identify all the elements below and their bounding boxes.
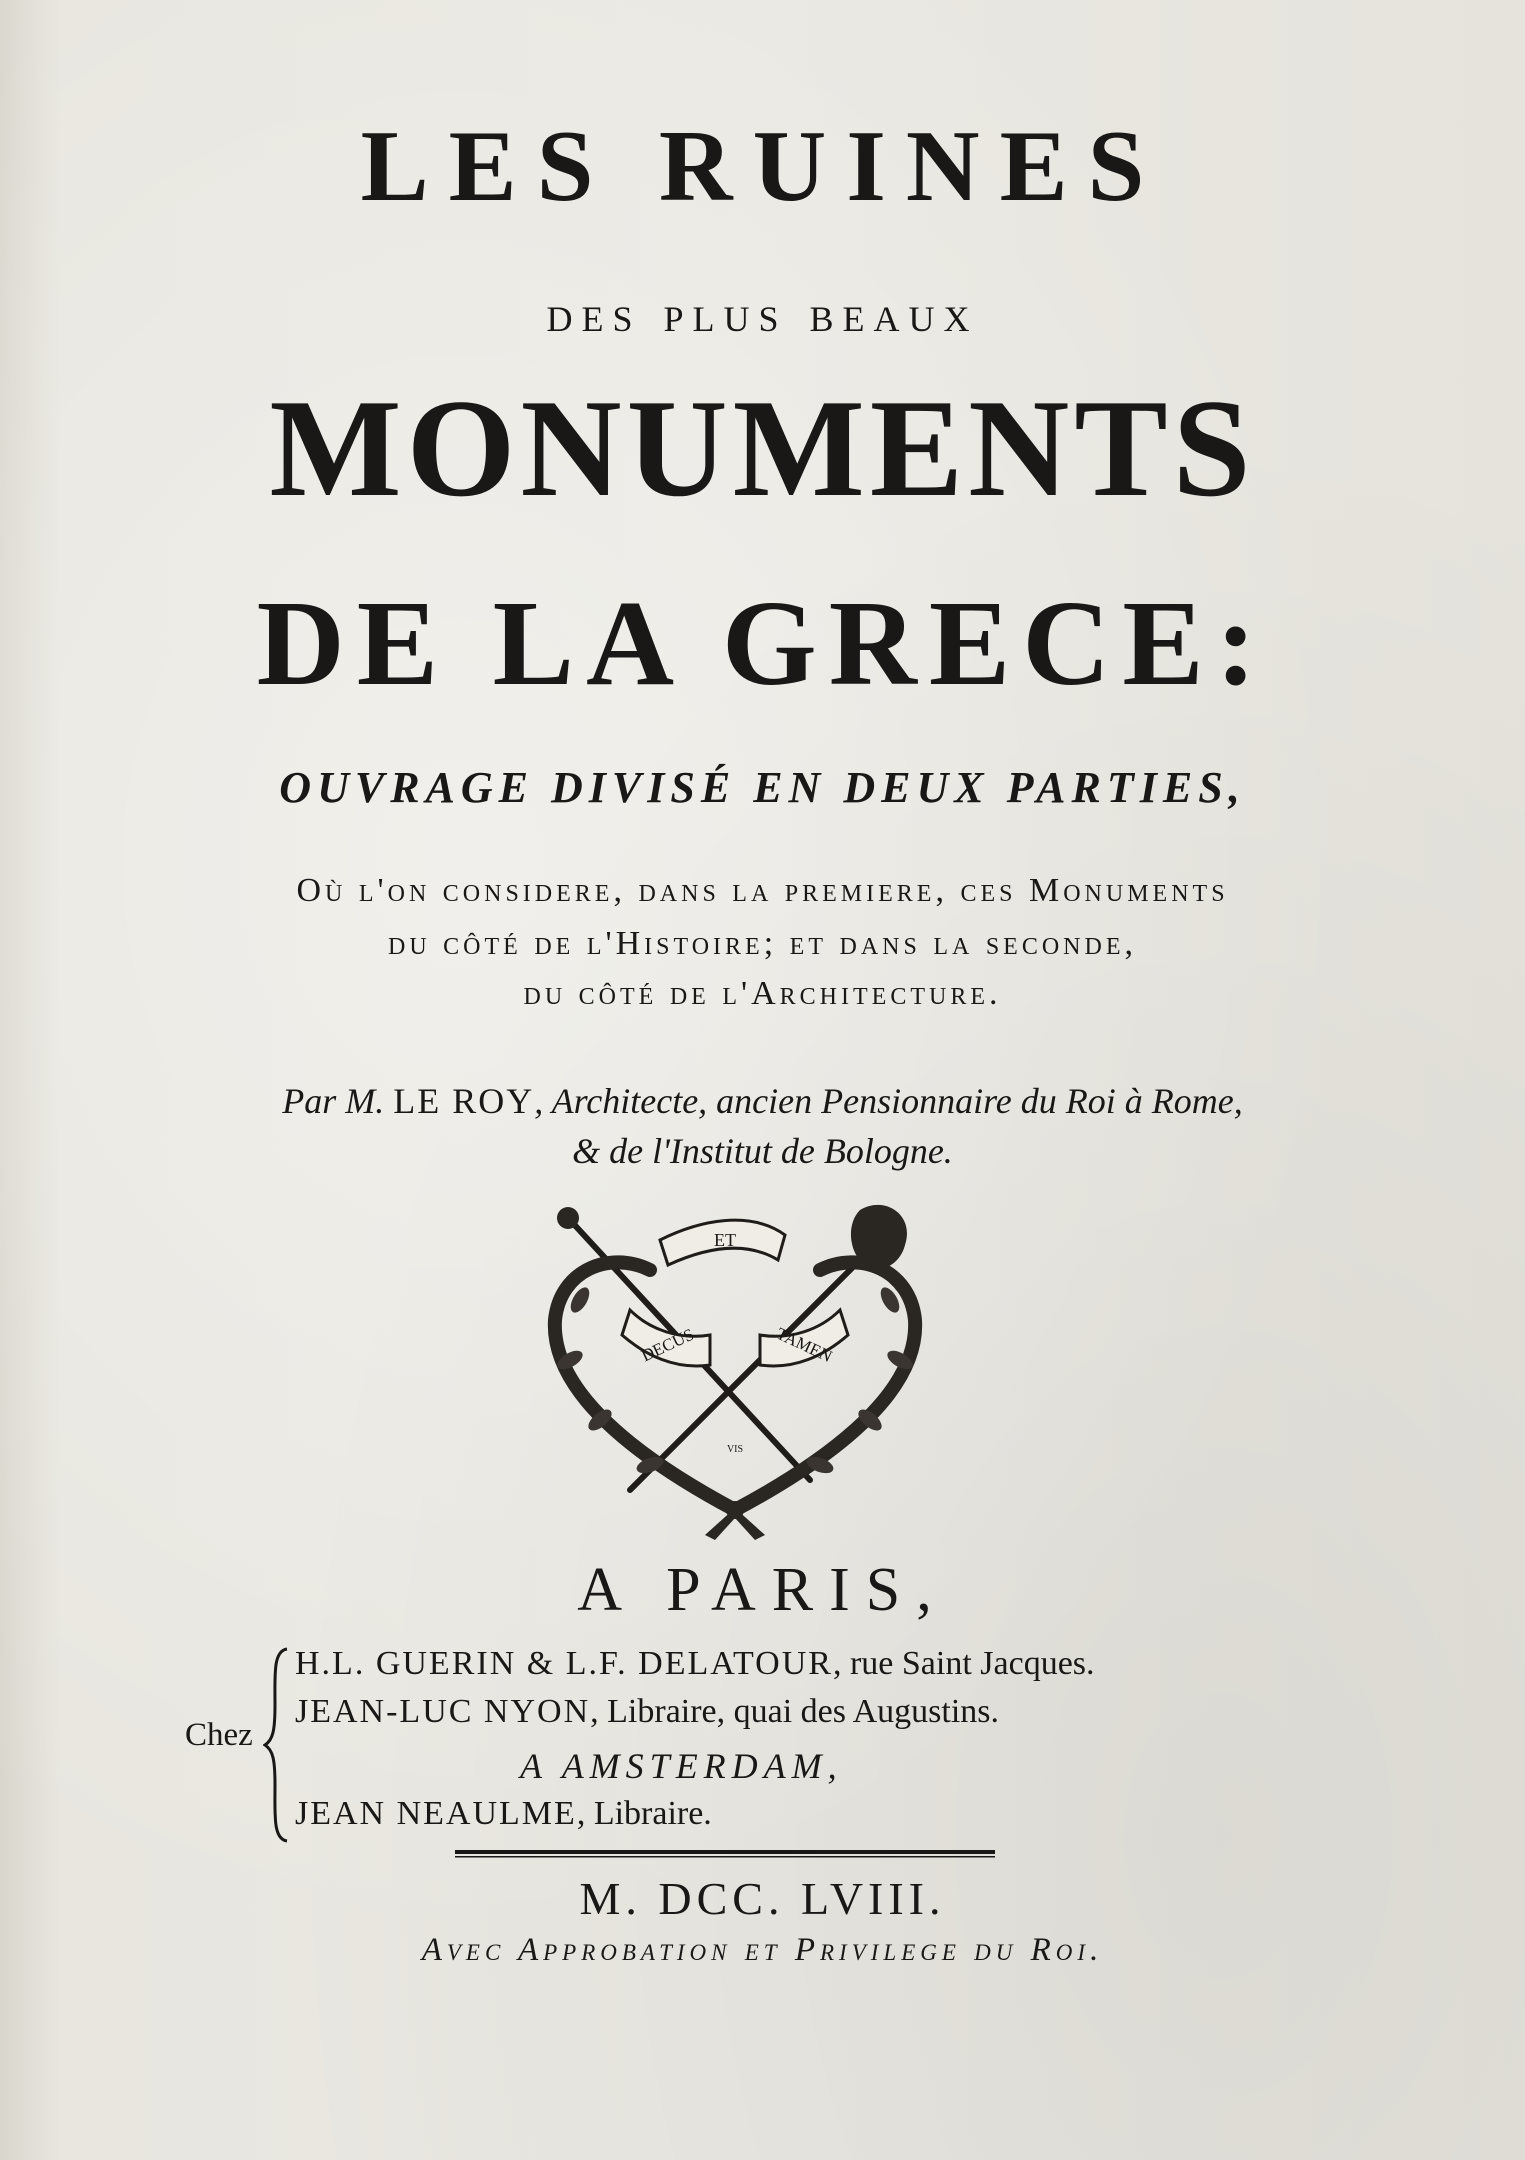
imprint-line-3: A AMSTERDAM, <box>520 1746 843 1786</box>
author-line-1 <box>0 1080 1525 1122</box>
author-prefix: Par M. <box>282 1081 394 1121</box>
imprint-line-2 <box>295 1693 999 1731</box>
place-paris: A PARIS, <box>577 1556 948 1624</box>
imprint-4-names: JEAN NEAULME <box>295 1795 577 1832</box>
author-suffix: , Architecte, ancien Pensionnaire du Roi à Rome, <box>534 1081 1243 1121</box>
description-line-2: du côté de l'Histoire; et dans la seconde, <box>388 925 1137 962</box>
motto-left: DECUS <box>638 1324 697 1366</box>
curly-brace-icon <box>263 1645 291 1845</box>
author-name: LE ROY <box>393 1081 535 1121</box>
title-line-2: des plus beaux <box>546 286 979 343</box>
description-line-3: du côté de l'Architecture. <box>523 975 1002 1012</box>
imprint-block <box>185 1645 1335 1845</box>
description-line-1: Où l'on considere, dans la premiere, ces Monuments <box>296 872 1229 909</box>
subtitle: OUVRAGE DIVISÉ EN DEUX PARTIES, <box>279 763 1246 812</box>
privilege-line: Avec Approbation et Privilege du Roi. <box>421 1932 1104 1968</box>
title-line-1: LES RUINES <box>360 110 1165 223</box>
motto-top: ET <box>714 1230 736 1250</box>
imprint-2-rest: , Libraire, quai des Augustins. <box>590 1693 1000 1730</box>
imprint-line-1 <box>295 1645 1095 1683</box>
imprint-2-names: JEAN-LUC NYON <box>295 1693 591 1730</box>
author-line-2: & de l'Institut de Bologne. <box>572 1131 953 1171</box>
imprint-4-rest: , Libraire. <box>576 1795 712 1832</box>
motto-bottom: VIS <box>726 1444 744 1455</box>
printers-emblem-icon <box>510 1190 960 1550</box>
motto-right: TAMEN <box>773 1323 836 1367</box>
imprint-line-4 <box>295 1795 712 1833</box>
publication-date: M. DCC. LVIII. <box>579 1873 946 1924</box>
imprint-1-names: H.L. GUERIN & L.F. DELATOUR <box>295 1645 833 1682</box>
double-rule <box>455 1850 995 1859</box>
title-line-4: DE LA GRECE: <box>256 576 1269 711</box>
imprint-1-rest: , rue Saint Jacques. <box>832 1645 1095 1682</box>
title-line-3: MONUMENTS <box>269 371 1256 526</box>
imprint-chez: Chez <box>185 1717 253 1753</box>
